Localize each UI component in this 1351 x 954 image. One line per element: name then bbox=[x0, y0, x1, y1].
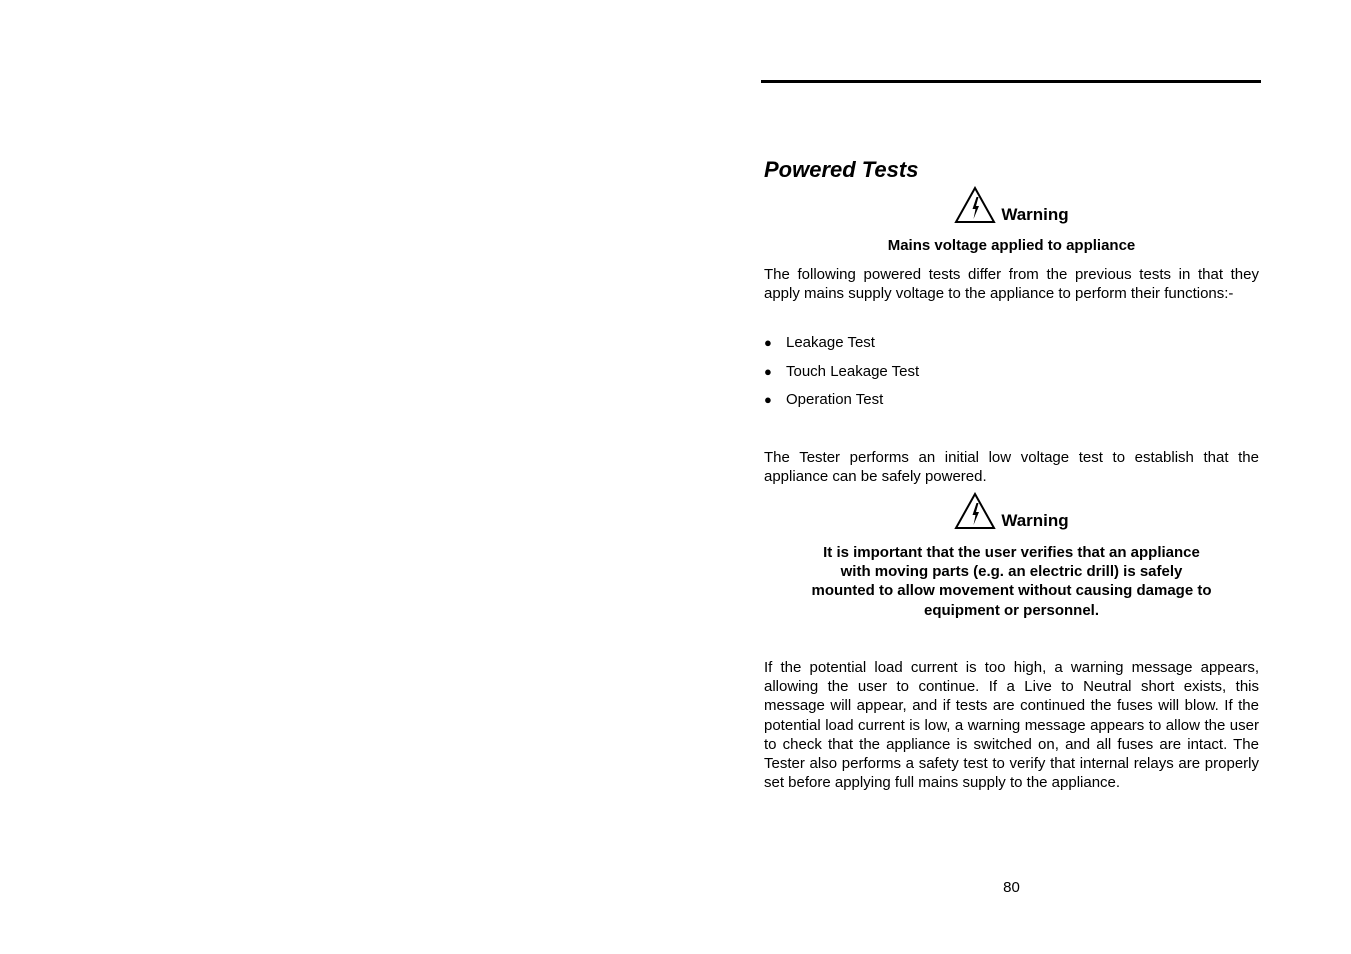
list-item bbox=[764, 333, 1259, 352]
warning-title: Warning bbox=[1001, 205, 1069, 224]
warning-line: It is important that the user verifies that an appliance bbox=[823, 544, 1200, 561]
initial-test-paragraph: The Tester performs an initial low voltage test to establish that the appliance can be safely powered. bbox=[764, 449, 1259, 486]
intro-paragraph: The following powered tests differ from the previous tests in that they apply mains supply voltage to the appliance to perform their functions:- bbox=[764, 266, 1259, 303]
header-rule bbox=[761, 80, 1261, 83]
high-voltage-warning-icon bbox=[954, 492, 996, 530]
warning-title: Warning bbox=[1001, 511, 1069, 530]
warning-header bbox=[764, 492, 1259, 530]
list-item bbox=[764, 390, 1259, 409]
powered-tests-list bbox=[764, 333, 1259, 419]
high-voltage-warning-icon bbox=[954, 186, 996, 224]
warning-header bbox=[764, 186, 1259, 224]
warning-line: mounted to allow movement without causing damage to bbox=[811, 582, 1212, 600]
bullet: ● bbox=[764, 363, 772, 379]
list-item-label: Operation Test bbox=[786, 391, 884, 409]
load-current-paragraph: If the potential load current is too high, a warning message appears, allowing the user to continue. If a Live to Neutral short exists, this message will appear, and if tests are continued the fuses will blow. If the potential load current is low, a warning message appears to allow the user to check that the appliance is switched on, and all fuses are intact. The Tester also performs a safety test to verify that internal relays are properly set before applying full mains supply to the appliance. bbox=[764, 659, 1259, 792]
section-title: Powered Tests bbox=[764, 157, 919, 182]
moving-parts-warning bbox=[764, 543, 1259, 620]
page-number: 80 bbox=[1003, 879, 1020, 896]
warning-line: with moving parts (e.g. an electric drill) is safely bbox=[840, 563, 1183, 581]
list-item-label: Leakage Test bbox=[786, 334, 875, 351]
bullet: ● bbox=[764, 392, 772, 408]
bullet: ● bbox=[764, 335, 772, 350]
list-item bbox=[764, 362, 1259, 381]
warning-line: equipment or personnel. bbox=[923, 601, 1100, 619]
list-item-label: Touch Leakage Test bbox=[786, 362, 920, 380]
warning-message: Mains voltage applied to appliance bbox=[887, 237, 1136, 254]
